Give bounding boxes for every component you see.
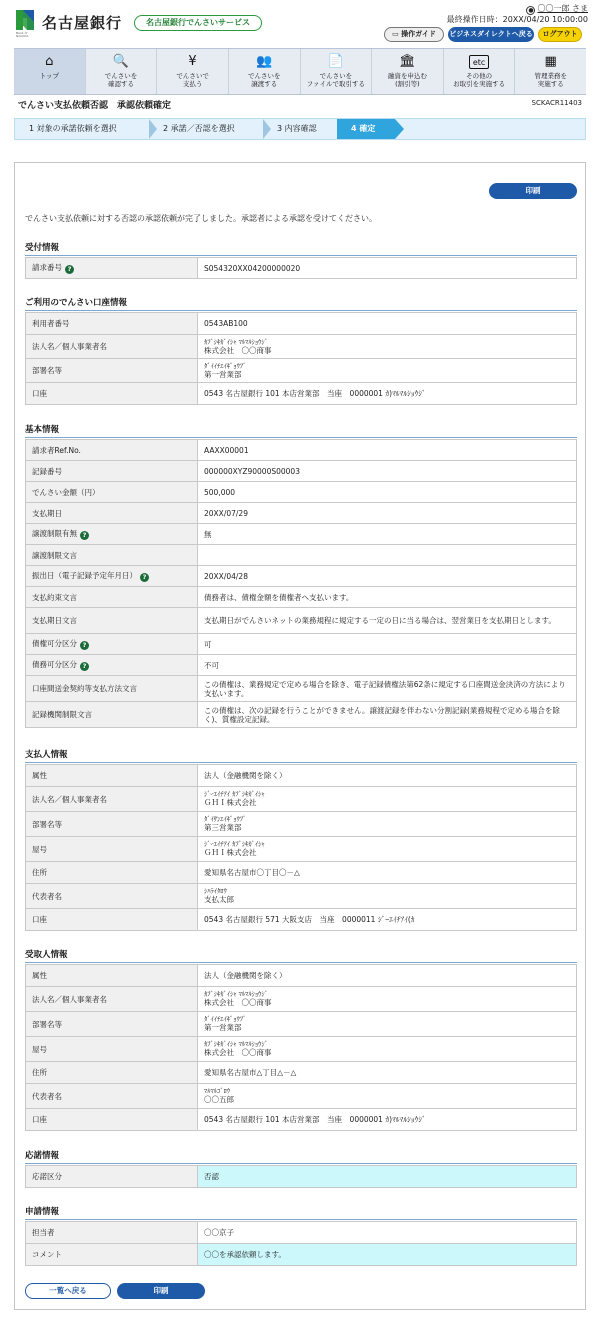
home-icon: ⌂: [45, 54, 54, 69]
account-table: [25, 312, 577, 405]
row-label-text: 譲渡制限有無: [32, 528, 77, 538]
table-row: [26, 335, 577, 359]
etc-icon: etc: [469, 55, 489, 69]
file-icon: 📄: [327, 54, 344, 69]
step-2: 2 承諾／否認を選択: [149, 119, 263, 139]
row-value: 0543AB100: [198, 313, 577, 335]
row-value: 無: [198, 524, 577, 545]
guide-icon: ▭: [392, 30, 402, 38]
value-text: 株式会社 〇〇商事: [204, 345, 272, 355]
kana-text: ﾏﾙﾏﾙｺﾞﾛｳ: [204, 1087, 230, 1095]
row-value: 愛知県名古屋市△丁目△－△: [198, 1062, 577, 1084]
logout-button[interactable]: ログアウト: [538, 27, 582, 42]
row-label: 記録番号: [26, 461, 198, 482]
table-row: [26, 545, 577, 566]
table-row: [26, 587, 577, 608]
table-row: [26, 1222, 577, 1244]
row-label: 属性: [26, 765, 198, 787]
kana-text: ｼﾊﾗｲﾀﾛｳ: [204, 887, 227, 895]
row-label: 記録機関制限文言: [26, 702, 198, 728]
row-value: 〇〇京子: [198, 1222, 577, 1244]
basic-info-table: [25, 439, 577, 728]
step-1: 1 対象の承諾依頼を選択: [15, 119, 149, 139]
table-row: [26, 313, 577, 335]
table-row: [26, 884, 577, 909]
row-label-text: 振出日（電子記録予定年月日）: [32, 570, 137, 580]
value-text: 支払太郎: [204, 895, 234, 904]
row-value: 〇〇を承認依頼します。: [198, 1244, 577, 1266]
nav-label: トップ: [39, 72, 59, 80]
table-row: [26, 765, 577, 787]
search-icon: 🔍: [112, 54, 130, 69]
section-title-payer: 支払人情報: [25, 748, 577, 763]
table-row: [26, 676, 577, 702]
row-label: 住所: [26, 862, 198, 884]
nav-pay-densai[interactable]: [157, 49, 229, 94]
row-label: [26, 634, 198, 655]
table-row: [26, 1109, 577, 1131]
value-text: ＧＨＩ株式会社: [204, 798, 257, 807]
value-text: 第一営業部: [204, 369, 242, 379]
section-title-basic: 基本情報: [25, 423, 577, 438]
response-table: [25, 1165, 577, 1188]
table-row: [26, 1062, 577, 1084]
section-title-response: 応諾情報: [25, 1149, 577, 1164]
table-row: [26, 787, 577, 812]
row-value: 0543 名古屋銀行 101 本店営業部 当座 0000001 ｶ)ﾏﾙﾏﾙｼｮｳｼﾞ: [198, 1109, 577, 1131]
print-button-bottom[interactable]: 印刷: [117, 1283, 205, 1299]
bank-name-en: Bank of NAGOYA: [16, 31, 29, 38]
table-row: [26, 837, 577, 862]
row-label: 支払期日文言: [26, 608, 198, 634]
row-label-text: 請求番号: [32, 262, 62, 272]
payment-icon: ¥: [188, 54, 197, 69]
row-label: 代表者名: [26, 1084, 198, 1109]
nav-label: でんさいを 確認する: [104, 72, 138, 88]
table-row: [26, 862, 577, 884]
row-value: 500,000: [198, 482, 577, 503]
table-row: [26, 258, 577, 279]
back-to-list-button[interactable]: 一覧へ戻る: [25, 1283, 111, 1299]
table-row: [26, 965, 577, 987]
business-direct-button[interactable]: ビジネスダイレクトへ戻る: [448, 27, 534, 42]
table-row: [26, 359, 577, 383]
row-value: [198, 812, 577, 837]
table-row: [26, 634, 577, 655]
row-label: 支払約束文言: [26, 587, 198, 608]
value-text: 〇〇五郎: [204, 1095, 234, 1104]
application-table: [25, 1221, 577, 1266]
nav-top[interactable]: [14, 49, 86, 94]
row-value: [198, 359, 577, 383]
row-value: 否認: [198, 1166, 577, 1188]
table-row: [26, 503, 577, 524]
bank-logo-icon: [16, 10, 34, 30]
payee-table: [25, 964, 577, 1131]
table-row: [26, 440, 577, 461]
nav-label: でんさいで 支払う: [176, 72, 209, 88]
row-label: [26, 524, 198, 545]
row-value: 20XX/04/28: [198, 566, 577, 587]
print-button-top[interactable]: 印刷: [489, 183, 577, 199]
completion-message: でんさい支払依頼に対する否認の承認依頼が完了しました。承認者による承認を受けてください。: [25, 214, 377, 223]
row-value: [198, 787, 577, 812]
kana-text: ｶﾌﾞｼｷｶﾞｲｼｬ ﾏﾙﾏﾙｼｮｳｼﾞ: [204, 337, 268, 346]
row-value: 愛知県名古屋市〇丁目〇－△: [198, 862, 577, 884]
help-icon[interactable]: ?: [80, 641, 89, 650]
nav-loan[interactable]: [372, 49, 444, 94]
row-label: 譲渡制限文言: [26, 545, 198, 566]
user-name[interactable]: 〇〇一郎 さま: [537, 4, 588, 13]
page-title: でんさい支払依頼否認 承認依頼確定: [18, 101, 172, 111]
bank-name: 名古屋銀行: [42, 14, 123, 32]
table-row: [26, 812, 577, 837]
row-label: でんさい金額（円）: [26, 482, 198, 503]
row-value: [198, 545, 577, 566]
kana-text: ﾀﾞｲｲﾁｴｲｷﾞｮｳﾌﾞ: [204, 361, 247, 370]
row-label-text: 債権可分区分: [32, 638, 77, 648]
value-text: 第三営業部: [204, 823, 242, 832]
kana-text: ｶﾌﾞｼｷｶﾞｲｼｬ ﾏﾙﾏﾙｼｮｳｼﾞ: [204, 1040, 268, 1048]
help-icon[interactable]: ?: [80, 662, 89, 671]
nav-file-densai[interactable]: [301, 49, 373, 94]
row-label: 代表者名: [26, 884, 198, 909]
nav-check-densai[interactable]: [86, 49, 158, 94]
row-label: 住所: [26, 1062, 198, 1084]
last-operation-time: 最終操作日時：20XX/04/20 10:00:00: [446, 15, 588, 24]
row-label: 口座: [26, 383, 198, 405]
help-icon[interactable]: ?: [140, 573, 149, 582]
transfer-icon: 👥: [256, 54, 273, 69]
row-value: 法人（金融機関を除く）: [198, 765, 577, 787]
row-value: [198, 1012, 577, 1037]
row-label: 口座: [26, 1109, 198, 1131]
row-value: [198, 837, 577, 862]
section-title-receipt: 受付情報: [25, 241, 577, 256]
payer-table: [25, 764, 577, 931]
row-label: 利用者番号: [26, 313, 198, 335]
row-label: 屋号: [26, 1037, 198, 1062]
value-text: 株式会社 〇〇商事: [204, 998, 272, 1007]
row-label: [26, 566, 198, 587]
row-label: 属性: [26, 965, 198, 987]
row-label: [26, 655, 198, 676]
main-nav: [14, 48, 586, 95]
row-value: S054320XX04200000020: [198, 258, 577, 279]
kana-text: ｼﾞｰｴｲﾁｱｲ ｶﾌﾞｼｷｶﾞｲｼｬ: [204, 840, 265, 848]
row-label: 屋号: [26, 837, 198, 862]
step-indicator: [14, 118, 586, 140]
row-value: 可: [198, 634, 577, 655]
loan-icon: 🏛: [399, 54, 416, 69]
row-label: [26, 258, 198, 279]
table-row: [26, 987, 577, 1012]
row-label: 法人名／個人事業者名: [26, 787, 198, 812]
table-row: [26, 909, 577, 931]
row-label: 部署名等: [26, 359, 198, 383]
table-row: [26, 461, 577, 482]
kana-text: ｼﾞｰｴｲﾁｱｲ ｶﾌﾞｼｷｶﾞｲｼｬ: [204, 790, 265, 798]
row-label: 請求者Ref.No.: [26, 440, 198, 461]
nav-label: 融資を申込む (割引等): [387, 72, 427, 88]
nav-label: でんさいを 譲渡する: [247, 72, 281, 88]
row-value: 不可: [198, 655, 577, 676]
row-value: 支払期日がでんさいネットの業務規程に規定する一定の日に当る場合は、翌営業日を支払期日とします。: [198, 608, 577, 634]
row-value: この債権は、次の記録を行うことができません。譲渡記録を伴わない分割記録(業務規程で定める場合を除く)、質権設定記録。: [198, 702, 577, 728]
row-label: 口座間送金契約等支払方法文言: [26, 676, 198, 702]
nav-transfer-densai[interactable]: [229, 49, 301, 94]
row-label-text: 債務可分区分: [32, 659, 77, 669]
table-row: [26, 383, 577, 405]
help-icon[interactable]: ?: [80, 531, 89, 540]
header: [0, 0, 600, 44]
row-label: 法人名／個人事業者名: [26, 987, 198, 1012]
table-row: [26, 1084, 577, 1109]
row-label: 口座: [26, 909, 198, 931]
row-value: [198, 987, 577, 1012]
table-row: [26, 1012, 577, 1037]
nav-label: その他の お取引を実施する: [453, 72, 506, 88]
receipt-table: [25, 257, 577, 279]
row-value: この債権は、業務規定で定める場合を除き、電子記録債権法第62条に規定する口座間送金決済の方法により支払います。: [198, 676, 577, 702]
screen-id: SCKACR11403: [531, 99, 582, 107]
nav-label: 管理業務を 実施する: [534, 72, 567, 88]
table-row: [26, 1166, 577, 1188]
section-title-application: 申請情報: [25, 1205, 577, 1220]
row-label: 担当者: [26, 1222, 198, 1244]
row-label: 支払期日: [26, 503, 198, 524]
row-value: 債務者は、債権金額を債権者へ支払います。: [198, 587, 577, 608]
step-4-current: 4 確定: [337, 119, 395, 139]
content-panel: [14, 162, 586, 1310]
row-value: AAXX00001: [198, 440, 577, 461]
title-row: [14, 98, 586, 112]
row-label: 法人名／個人事業者名: [26, 335, 198, 359]
kana-text: ｶﾌﾞｼｷｶﾞｲｼｬ ﾏﾙﾏﾙｼｮｳｼﾞ: [204, 990, 268, 998]
row-label: 部署名等: [26, 1012, 198, 1037]
nav-label: でんさいを ファイルで取引する: [306, 72, 365, 88]
kana-text: ﾀﾞｲｲﾁｴｲｷﾞｮｳﾌﾞ: [204, 1015, 247, 1023]
row-label: 部署名等: [26, 812, 198, 837]
row-value: [198, 1037, 577, 1062]
table-row: [26, 566, 577, 587]
service-name: 名古屋銀行でんさいサービス: [134, 15, 262, 31]
user-icon: ●: [528, 7, 534, 14]
section-title-account: ご利用のでんさい口座情報: [25, 296, 577, 311]
operation-guide-button[interactable]: [384, 27, 444, 42]
value-text: 第一営業部: [204, 1023, 242, 1032]
nav-admin[interactable]: [515, 49, 586, 94]
value-text: 株式会社 〇〇商事: [204, 1048, 272, 1057]
section-title-payee: 受取人情報: [25, 948, 577, 963]
table-row: [26, 524, 577, 545]
value-text: ＧＨＩ株式会社: [204, 848, 257, 857]
row-value: 0543 名古屋銀行 571 大阪支店 当座 0000011 ｼﾞｰｴｲﾁｱｲ(ｶ: [198, 909, 577, 931]
row-value: 000000XYZ90000S00003: [198, 461, 577, 482]
table-row: [26, 608, 577, 634]
row-value: [198, 884, 577, 909]
row-value: 20XX/07/29: [198, 503, 577, 524]
table-row: [26, 482, 577, 503]
help-icon[interactable]: ?: [65, 265, 74, 274]
table-row: [26, 702, 577, 728]
step-3: 3 内容確認: [263, 119, 337, 139]
table-row: [26, 1244, 577, 1266]
table-row: [26, 1037, 577, 1062]
row-value: [198, 1084, 577, 1109]
row-value: 0543 名古屋銀行 101 本店営業部 当座 0000001 ｶ)ﾏﾙﾏﾙｼｮｳｼﾞ: [198, 383, 577, 405]
row-label: コメント: [26, 1244, 198, 1266]
admin-icon: ▦: [544, 54, 557, 69]
kana-text: ﾀﾞｲｻﾝｴｲｷﾞｮｳﾌﾞ: [204, 815, 247, 823]
nav-other[interactable]: [444, 49, 516, 94]
operation-guide-label: 操作ガイド: [401, 30, 436, 38]
table-row: [26, 655, 577, 676]
row-label: 応諾区分: [26, 1166, 198, 1188]
row-value: 法人（金融機関を除く）: [198, 965, 577, 987]
row-value: [198, 335, 577, 359]
